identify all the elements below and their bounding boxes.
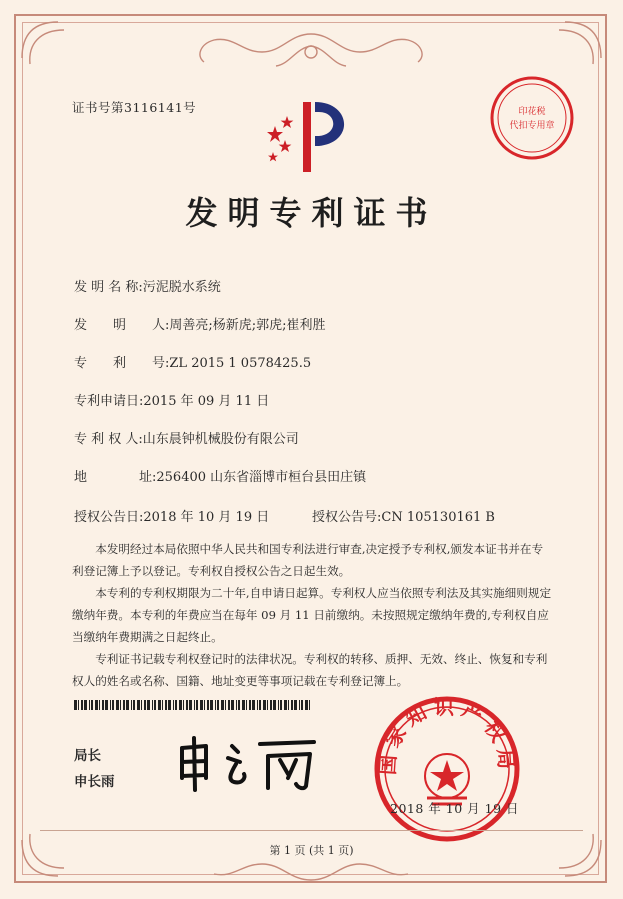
barcode-bar <box>175 700 177 710</box>
field-value: CN 105130161 B <box>381 510 495 525</box>
barcode-bar <box>84 700 87 710</box>
barcode-bar <box>133 700 135 710</box>
field-application-date <box>74 390 269 409</box>
barcode-bar <box>137 700 140 710</box>
barcode-bar <box>246 700 247 710</box>
barcode-bar <box>238 700 240 710</box>
barcode-bar <box>299 700 300 710</box>
barcode-bar <box>123 700 125 710</box>
barcode-bar <box>236 700 237 710</box>
field-address <box>74 466 366 485</box>
field-label: 地 址: <box>74 470 157 485</box>
field-label: 授权公告号: <box>312 510 382 525</box>
field-value: 山东晨钟机械股份有限公司 <box>142 432 299 447</box>
director-name: 申长雨 <box>74 774 115 790</box>
barcode-bar <box>309 700 310 710</box>
barcode-bar <box>154 700 156 710</box>
barcode-bar <box>273 700 276 710</box>
barcode-bar <box>259 700 261 710</box>
barcode-bar <box>126 700 129 710</box>
seal-text: 国家知识产权局 <box>375 694 519 776</box>
corner-ornament-top-right <box>545 18 605 78</box>
barcode-bar <box>210 700 213 710</box>
certificate-title: 发明专利证书 <box>185 194 438 232</box>
barcode-bar <box>147 700 150 710</box>
field-value: 周善亮;杨新虎;郭虎;崔利胜 <box>169 318 326 333</box>
barcode-bar <box>173 700 174 710</box>
body-paragraph: 本专利的专利权期限为二十年,自申请日起算。专利权人应当依照专利法及其实施细则规定缴纳年费。本专利的年费应当在每年 09 月 11 日前缴纳。未按照规定缴纳年费的,专利权自应当缴纳年费期满之日起终止。 <box>72 586 552 644</box>
field-label: 授权公告日: <box>74 510 144 525</box>
barcode-bar <box>242 700 245 710</box>
barcode-bar <box>270 700 272 710</box>
barcode-bar <box>179 700 182 710</box>
barcode-bar <box>110 700 111 710</box>
barcode-bar <box>301 700 303 710</box>
field-patentee <box>74 428 299 447</box>
barcode-bar <box>288 700 289 710</box>
top-ornament <box>190 26 433 78</box>
patent-office-emblem <box>265 96 357 174</box>
field-value: 256400 山东省淄博市桓台县田庄镇 <box>156 470 367 485</box>
field-label: 发 明 名 称: <box>74 280 143 295</box>
barcode <box>74 700 314 710</box>
barcode-bar <box>196 700 198 710</box>
director-title: 局长 <box>74 748 101 764</box>
page-number: 第 1 页 (共 1 页) <box>269 844 354 857</box>
barcode-bar <box>267 700 268 710</box>
barcode-bar <box>158 700 161 710</box>
field-value: 污泥脱水系统 <box>142 280 221 295</box>
barcode-bar <box>141 700 142 710</box>
barcode-bar <box>131 700 132 710</box>
barcode-bar <box>91 700 93 710</box>
barcode-bar <box>215 700 216 710</box>
field-invention-name <box>74 276 221 295</box>
footer-divider <box>40 830 583 831</box>
barcode-bar <box>78 700 79 710</box>
field-grant-date <box>74 506 269 525</box>
field-label: 专 利 号: <box>74 356 170 371</box>
barcode-bar <box>81 700 83 710</box>
barcode-bar <box>207 700 209 710</box>
barcode-bar <box>228 700 230 710</box>
barcode-bar <box>225 700 226 710</box>
field-value: 2015 年 09 月 11 日 <box>143 394 270 409</box>
barcode-bar <box>120 700 121 710</box>
barcode-bar <box>280 700 282 710</box>
barcode-bar <box>305 700 308 710</box>
barcode-bar <box>116 700 119 710</box>
barcode-bar <box>189 700 192 710</box>
barcode-bar <box>221 700 224 710</box>
certificate-body <box>72 538 552 692</box>
barcode-bar <box>105 700 108 710</box>
barcode-bar <box>95 700 98 710</box>
barcode-bar <box>200 700 203 710</box>
barcode-bar <box>144 700 146 710</box>
barcode-bar <box>112 700 114 710</box>
barcode-bar <box>186 700 188 710</box>
field-value: ZL 2015 1 0578425.5 <box>169 356 312 371</box>
barcode-bar <box>204 700 205 710</box>
barcode-bar <box>257 700 258 710</box>
barcode-bar <box>102 700 104 710</box>
field-inventors <box>74 314 326 333</box>
barcode-bar <box>89 700 90 710</box>
barcode-bar <box>252 700 255 710</box>
barcode-bar <box>294 700 297 710</box>
barcode-bar <box>291 700 293 710</box>
corner-ornament-top-left <box>18 18 78 78</box>
barcode-bar <box>278 700 279 710</box>
body-paragraph: 专利证书记载专利权登记时的法律状况。专利权的转移、质押、无效、终止、恢复和专利权人的姓名或名称、国籍、地址变更等事项记载在专利登记簿上。 <box>72 652 548 688</box>
barcode-bar <box>284 700 287 710</box>
field-value: 2018 年 10 月 19 日 <box>143 510 270 525</box>
field-label: 发 明 人: <box>74 318 170 333</box>
svg-text:代扣专用章: 代扣专用章 <box>509 121 555 131</box>
barcode-bar <box>168 700 171 710</box>
barcode-bar <box>231 700 234 710</box>
barcode-bar <box>74 700 77 710</box>
barcode-bar <box>152 700 153 710</box>
barcode-bar <box>249 700 251 710</box>
barcode-bar <box>165 700 167 710</box>
field-patent-number <box>74 352 311 371</box>
barcode-bar <box>217 700 219 710</box>
field-label: 专利申请日: <box>74 394 144 409</box>
svg-text:印花税: 印花税 <box>518 107 546 117</box>
national-ip-seal <box>372 694 522 844</box>
barcode-bar <box>162 700 163 710</box>
certificate-number: 证书号第3116141号 <box>72 100 197 115</box>
barcode-bar <box>263 700 266 710</box>
barcode-bar <box>99 700 100 710</box>
field-label: 专 利 权 人: <box>74 432 143 447</box>
barcode-bar <box>194 700 195 710</box>
body-paragraph: 本发明经过本局依照中华人民共和国专利法进行审查,决定授予专利权,颁发本证书并在专利登记簿上予以登记。专利权自授权公告之日起生效。 <box>72 542 544 578</box>
field-grant-number <box>312 506 495 525</box>
barcode-bar <box>183 700 184 710</box>
issue-date: 2018 年 10 月 19 日 <box>390 801 519 816</box>
director-signature <box>176 734 326 794</box>
tax-seal <box>488 74 576 162</box>
